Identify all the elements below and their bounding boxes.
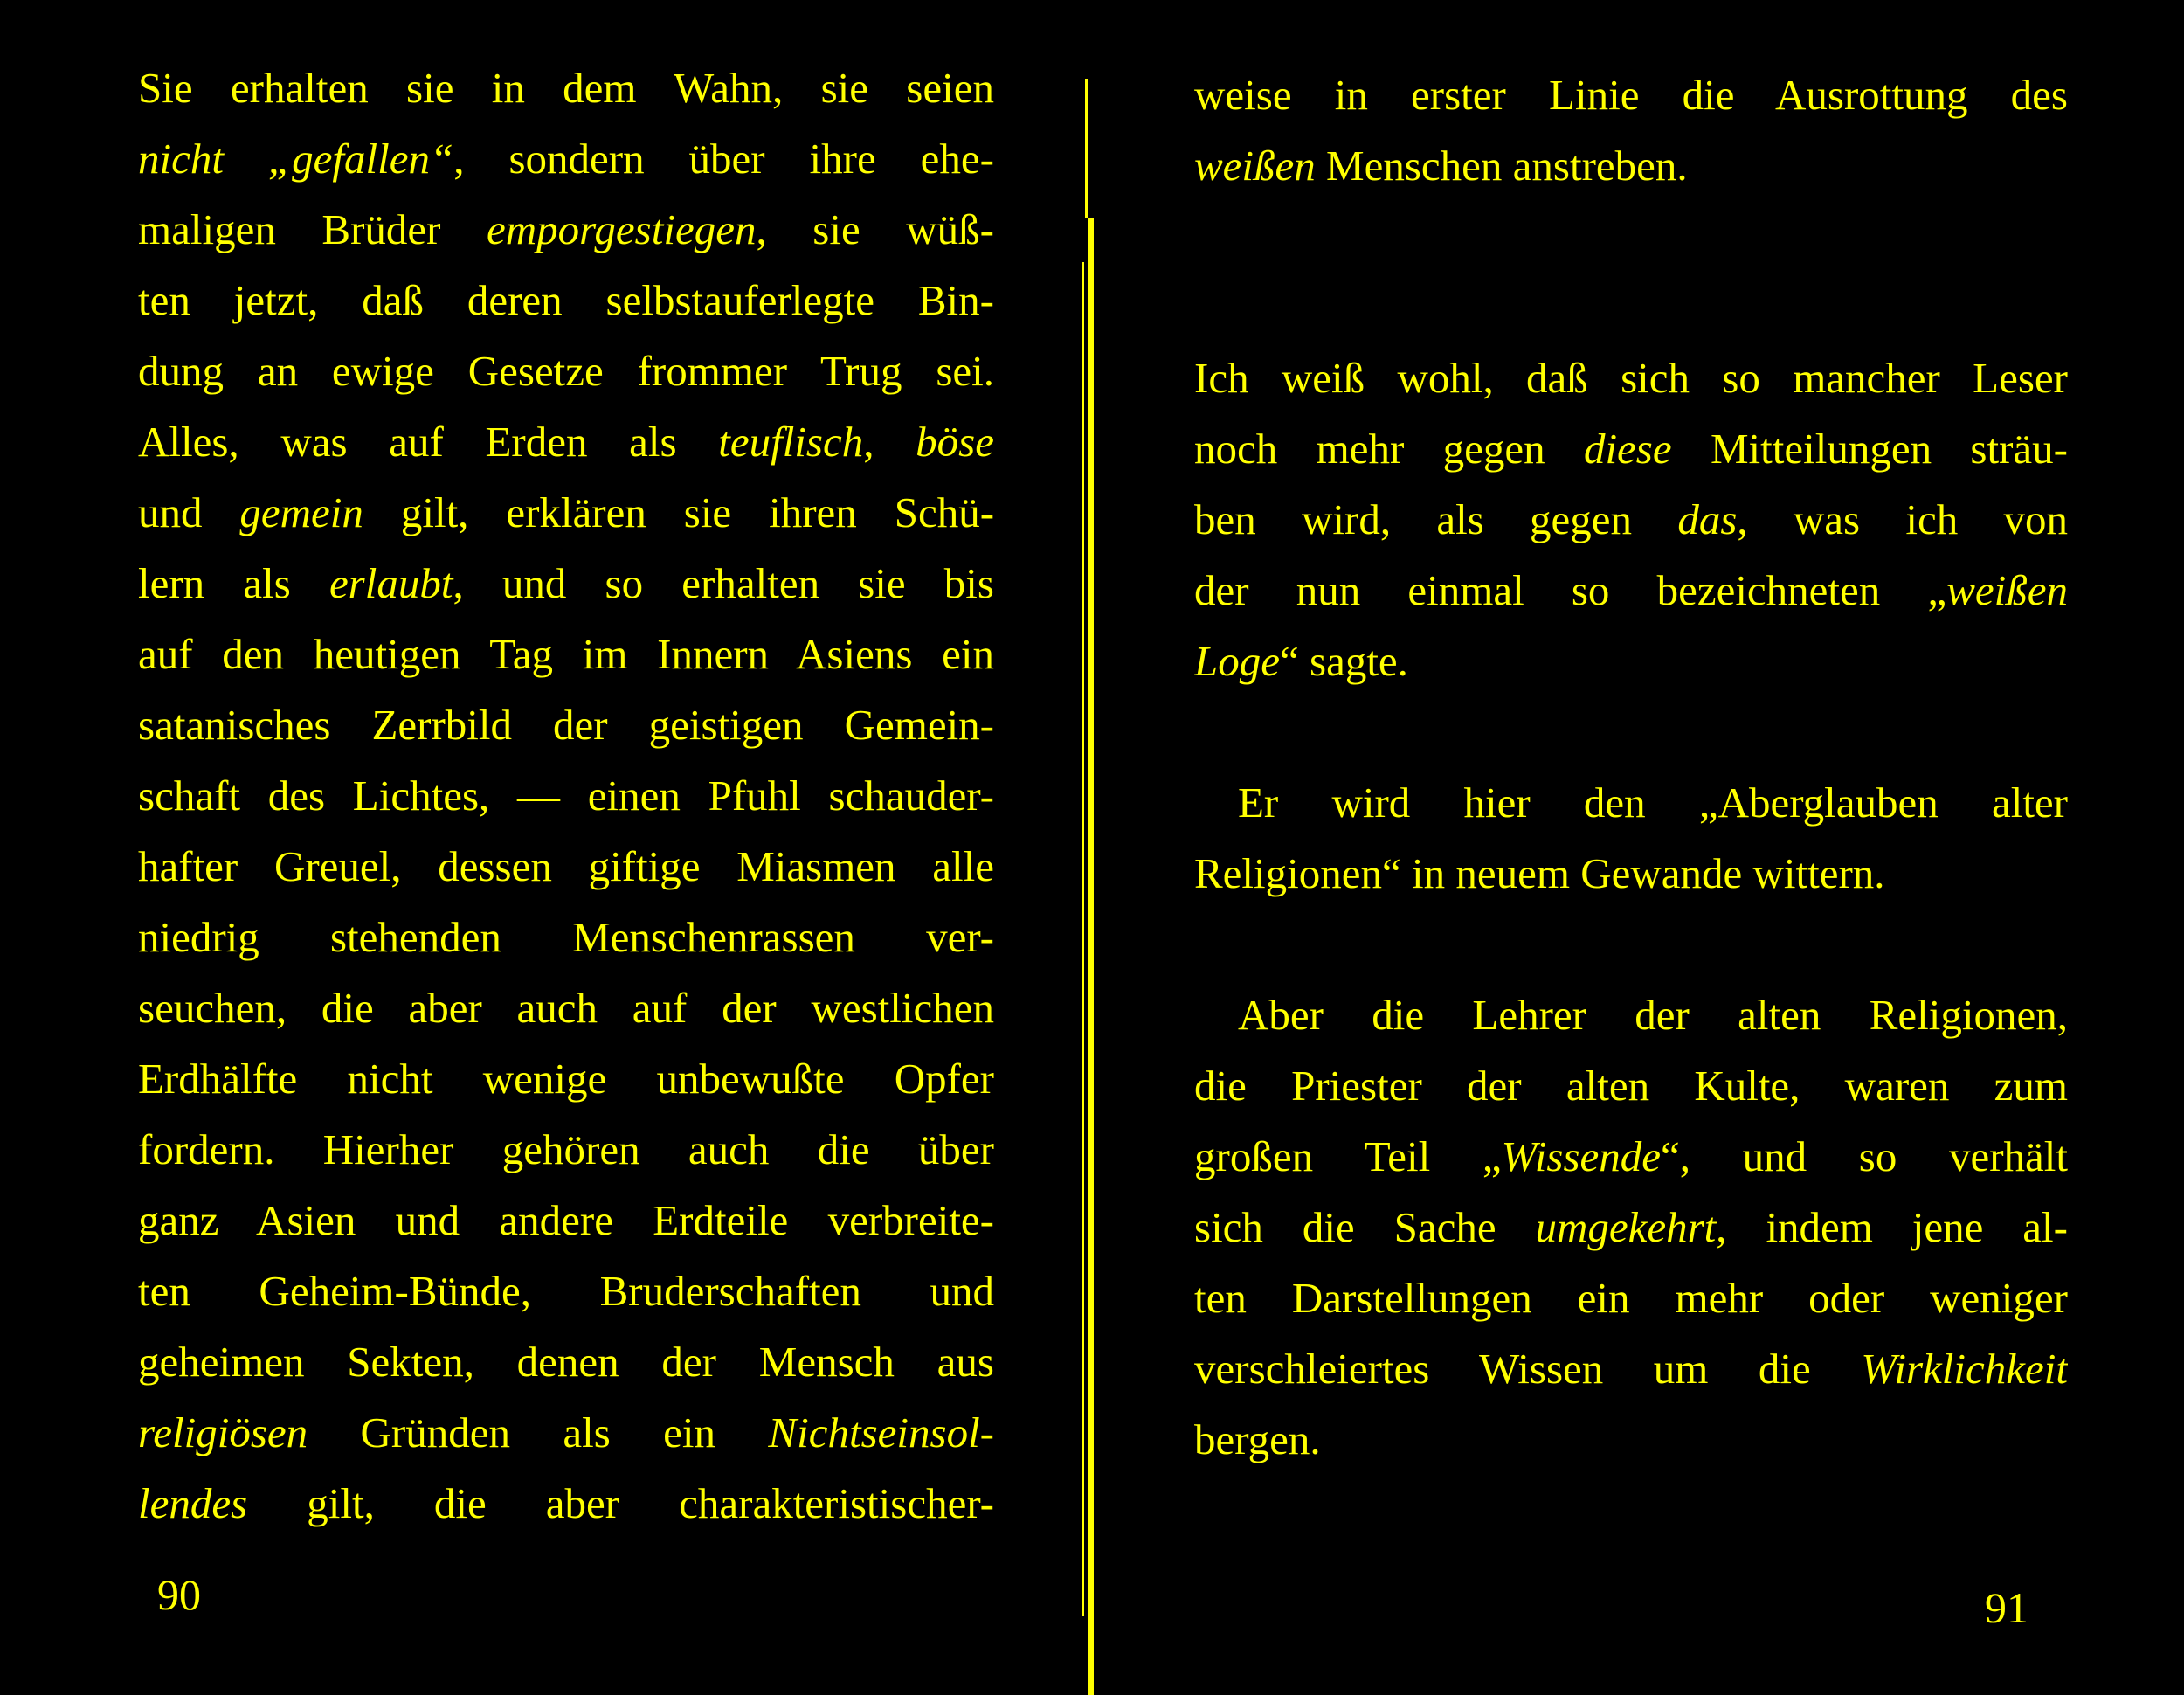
italic-run: Nichtseinsol- <box>768 1408 994 1456</box>
left-page <box>0 0 1083 1695</box>
text-run: niedrig stehenden Menschenrassen ver- <box>138 913 994 961</box>
paragraph-gap <box>1194 696 2068 767</box>
text-line <box>1194 767 2068 838</box>
left-page-text <box>138 52 994 1539</box>
left-page-number: 90 <box>157 1570 201 1619</box>
text-run: fordern. Hierher gehören auch die über <box>138 1125 994 1173</box>
text-run: Aber die Lehrer der alten Religionen, <box>1238 991 2068 1039</box>
text-line <box>138 123 994 194</box>
text-run: , sie wüß- <box>756 205 994 253</box>
text-line <box>1194 1050 2068 1121</box>
text-run: maligen Brüder <box>138 205 487 253</box>
text-line <box>138 902 994 972</box>
text-run: noch mehr gegen <box>1194 425 1584 473</box>
text-line <box>138 194 994 265</box>
text-line <box>138 265 994 336</box>
text-run: die Priester der alten Kulte, waren zum <box>1194 1062 2068 1110</box>
text-line <box>138 1397 994 1468</box>
text-line <box>1194 130 2068 201</box>
text-run: auf den heutigen Tag im Innern Asiens ein <box>138 630 994 678</box>
text-line <box>1194 1333 2068 1404</box>
italic-run: umgekehrt <box>1535 1203 1717 1251</box>
text-run: Sie erhalten sie in dem Wahn, sie seien <box>138 64 994 112</box>
italic-run: gemein <box>239 488 363 536</box>
right-page <box>1092 0 2184 1695</box>
text-run: Religionen“ in neuem Gewande wittern. <box>1194 849 1885 897</box>
text-run: , und so erhalten sie bis <box>453 559 994 607</box>
paragraph-gap <box>1194 909 2068 979</box>
text-run: lern als <box>138 559 329 607</box>
text-line <box>1194 413 2068 484</box>
italic-run: Wissende <box>1501 1132 1662 1180</box>
text-run: dung an ewige Gesetze frommer Trug sei. <box>138 347 994 395</box>
text-run: ten Darstellungen ein mehr oder weniger <box>1194 1274 2068 1322</box>
text-run: Er wird hier den „Aberglauben alter <box>1238 778 2068 827</box>
text-line <box>138 477 994 548</box>
text-line <box>138 1185 994 1256</box>
text-run: , indem jene al- <box>1716 1203 2068 1251</box>
text-line <box>1194 838 2068 909</box>
text-run: , was ich von <box>1737 495 2068 543</box>
text-line <box>138 1468 994 1539</box>
text-line <box>1194 626 2068 696</box>
text-run: geheimen Sekten, denen der Mensch aus <box>138 1338 994 1386</box>
text-run: verschleiertes Wissen um die <box>1194 1345 1862 1393</box>
italic-run: diese <box>1583 425 1672 473</box>
paragraph-gap <box>1194 201 2068 272</box>
text-run: , sondern über ihre ehe- <box>453 135 994 183</box>
paragraph-gap <box>1194 272 2068 342</box>
italic-run: lendes <box>138 1479 248 1527</box>
right-page-text <box>1194 59 2068 1475</box>
text-line <box>1194 342 2068 413</box>
text-line <box>138 1043 994 1114</box>
text-run: seuchen, die aber auch auf der westlichen <box>138 984 994 1032</box>
right-page-number: 91 <box>1985 1583 2028 1632</box>
italic-run: böse <box>916 418 994 466</box>
text-run: Alles, was auf Erden als <box>138 418 719 466</box>
text-line <box>138 548 994 619</box>
text-line <box>1194 1263 2068 1333</box>
text-run: “, und so verhält <box>1661 1132 2068 1180</box>
text-run: gilt, erklären sie ihren Schü- <box>363 488 994 536</box>
text-line <box>1194 59 2068 130</box>
gutter-line-thin <box>1082 262 1084 1616</box>
text-run: und <box>138 488 240 536</box>
text-run: ganz Asien und andere Erdteile verbreite- <box>138 1196 994 1244</box>
gutter-line-top <box>1085 79 1088 218</box>
text-run: ten Geheim-Bünde, Bruderschaften und <box>138 1267 994 1315</box>
text-line <box>1194 1404 2068 1475</box>
text-line <box>138 406 994 477</box>
italic-run: weißen <box>1946 566 2068 614</box>
text-line <box>1194 979 2068 1050</box>
text-line <box>138 52 994 123</box>
text-run: “ sagte. <box>1280 637 1408 685</box>
text-run: hafter Greuel, dessen giftige Miasmen alle <box>138 842 994 890</box>
text-run: Mitteilungen sträu- <box>1671 425 2068 473</box>
text-run: großen Teil „ <box>1194 1132 1502 1180</box>
text-line <box>1194 484 2068 555</box>
text-line <box>138 760 994 831</box>
text-line <box>138 619 994 689</box>
text-line <box>138 972 994 1043</box>
italic-run: nicht „gefallen“ <box>138 135 454 183</box>
text-run: schaft des Lichtes, — einen Pfuhl schauder- <box>138 771 994 820</box>
text-line <box>1194 1192 2068 1263</box>
text-line <box>138 689 994 760</box>
italic-run: weißen <box>1194 142 1316 190</box>
italic-run: das <box>1677 495 1738 543</box>
text-run: Gründen als ein <box>308 1408 769 1456</box>
italic-run: emporgestiegen <box>487 205 757 253</box>
text-run: Erdhälfte nicht wenige unbewußte Opfer <box>138 1055 994 1103</box>
text-run: gilt, die aber charakteristischer- <box>247 1479 994 1527</box>
text-line <box>138 831 994 902</box>
text-line <box>138 1326 994 1397</box>
text-line <box>138 1114 994 1185</box>
italic-run: teuflisch <box>718 418 864 466</box>
text-run: ben wird, als gegen <box>1194 495 1678 543</box>
text-run: Menschen anstreben. <box>1315 142 1688 190</box>
text-run: ten jetzt, daß deren selbstauferlegte Bin- <box>138 276 994 324</box>
text-line <box>138 336 994 406</box>
italic-run: Wirklichkeit <box>1861 1345 2068 1393</box>
text-run: Ich weiß wohl, daß sich so mancher Leser <box>1194 354 2068 402</box>
text-run: satanisches Zerrbild der geistigen Gemein- <box>138 701 994 749</box>
text-run: weise in erster Linie die Ausrottung des <box>1194 71 2068 119</box>
text-line <box>1194 555 2068 626</box>
text-run: bergen. <box>1194 1415 1321 1463</box>
italic-run: erlaubt <box>328 559 453 607</box>
italic-run: religiösen <box>138 1408 308 1456</box>
text-line <box>138 1256 994 1326</box>
text-run: der nun einmal so bezeichneten „ <box>1194 566 1947 614</box>
italic-run: Loge <box>1194 637 1280 685</box>
text-run: sich die Sache <box>1194 1203 1536 1251</box>
text-run: , <box>863 418 916 466</box>
text-line <box>1194 1121 2068 1192</box>
